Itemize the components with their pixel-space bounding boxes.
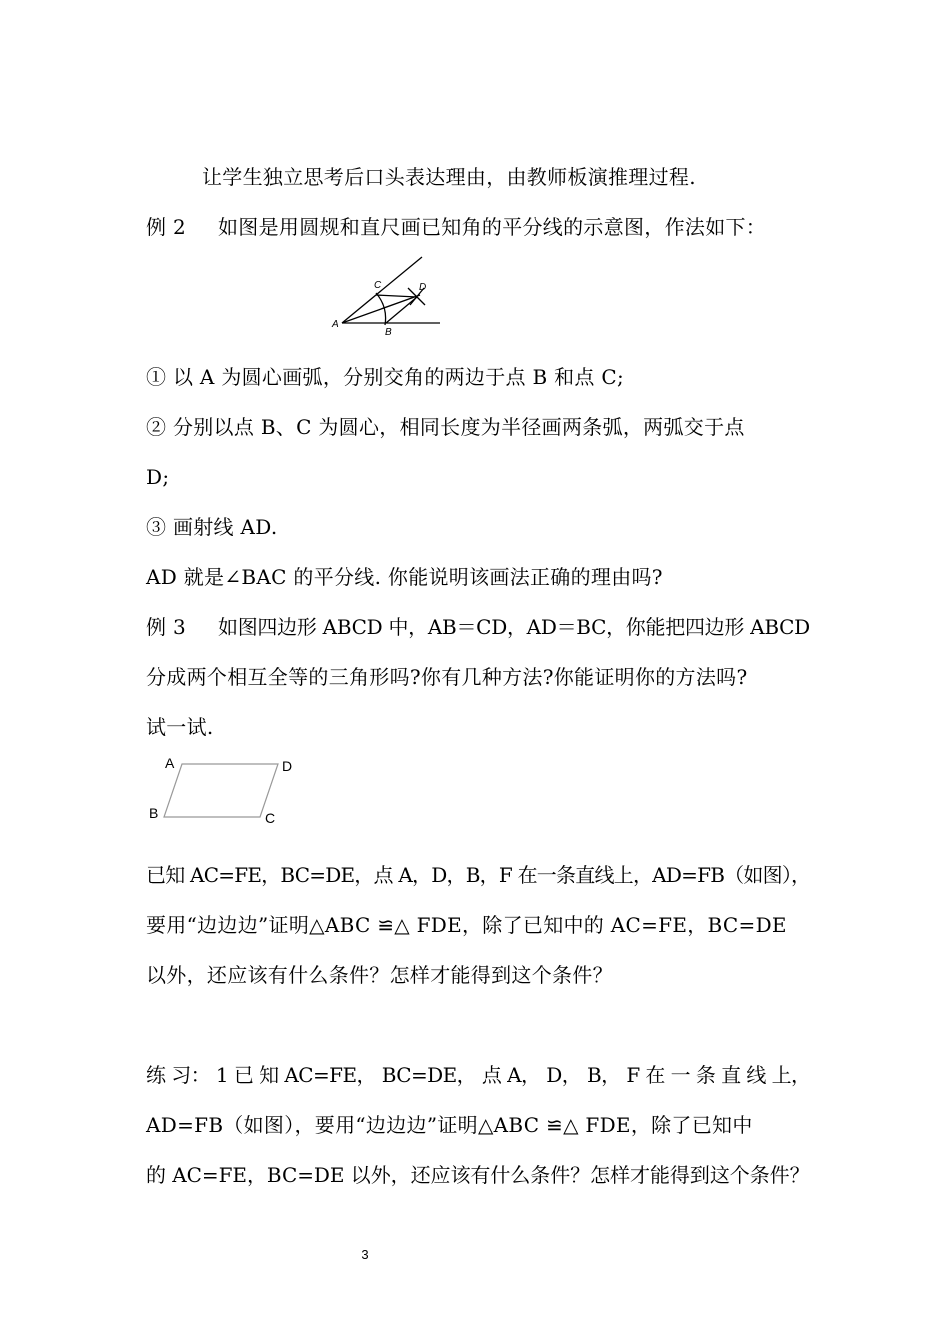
example3-line-3: 试一试.	[146, 715, 214, 739]
exercise-line-3: 的 AC=FE，BC=DE 以外，还应该有什么条件？怎样才能得到这个条件？	[146, 1163, 810, 1187]
example2-question: AD 就是∠BAC 的平分线. 你能说明该画法正确的理由吗?	[146, 565, 663, 589]
example2-text: 如图是用圆规和直尺画已知角的平分线的示意图，作法如下：	[218, 215, 767, 239]
step-2-cont: D;	[146, 465, 170, 489]
angle-bisector-figure	[330, 255, 455, 340]
step-1: ① 以 A 为圆心画弧，分别交角的两边于点 B 和点 C;	[146, 365, 625, 389]
fig2-label-b: B	[149, 805, 159, 821]
example3-line-2: 分成两个相互全等的三角形吗?你有几种方法?你能证明你的方法吗?	[146, 665, 748, 689]
segment-bd	[386, 297, 417, 323]
known-line-3: 以外，还应该有什么条件？怎样才能得到这个条件？	[146, 963, 613, 987]
page-number: 3	[361, 1247, 369, 1262]
example3-line-1: 如图四边形 ABCD 中，AB＝CD，AD＝BC，你能把四边形 ABCD	[218, 615, 810, 639]
exercise-line-2: AD=FB（如图），要用“边边边”证明△ABC ≌△ FDE，除了已知中	[146, 1113, 753, 1137]
exercise-line-1: 练 习： 1 已 知 AC=FE， BC=DE， 点 A， D， B， F 在 一 条 直 线 上，	[146, 1063, 811, 1087]
example3-label: 例 3	[146, 615, 186, 639]
fig1-label-b: B	[385, 327, 392, 338]
step-2: ② 分别以点 B、C 为圆心，相同长度为半径画两条弧，两弧交于点	[146, 415, 745, 439]
intro-text: 让学生独立思考后口头表达理由，由教师板演推理过程.	[202, 165, 696, 189]
segment-cd	[376, 295, 417, 297]
fig1-label-c: C	[374, 280, 382, 291]
step-3: ③ 画射线 AD.	[146, 515, 278, 539]
fig1-label-a: A	[332, 319, 339, 330]
example2-label: 例 2	[146, 215, 186, 239]
parallelogram-figure	[140, 750, 310, 830]
known-line-1: 已知 AC=FE，BC=DE，点 A，D，B，F 在一条直线上，AD=FB（如图），	[146, 863, 811, 887]
fig2-label-a: A	[165, 755, 175, 771]
known-line-2: 要用“边边边”证明△ABC ≌△ FDE，除了已知中的 AC=FE，BC=DE	[146, 913, 787, 937]
fig2-label-d: D	[282, 758, 293, 774]
fig1-label-d: D	[419, 282, 427, 293]
fig2-label-c: C	[265, 810, 276, 826]
parallelogram-abcd	[164, 764, 278, 817]
